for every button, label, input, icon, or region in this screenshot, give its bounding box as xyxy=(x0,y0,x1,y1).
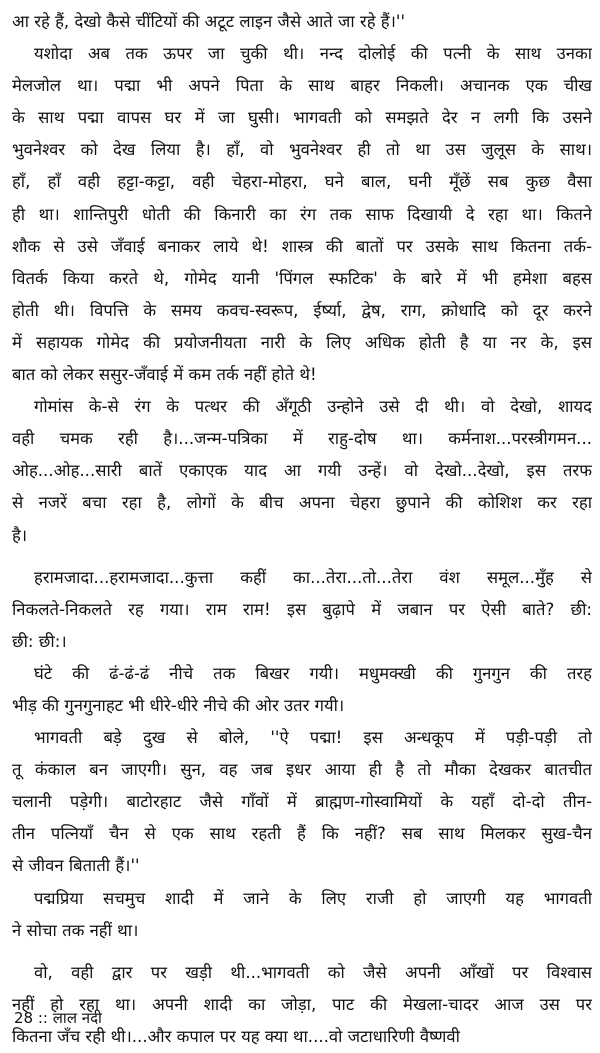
text-line: हरामजादा...हरामजादा...कुत्ता कहीं का...तेरा...तो...तेरा वंश समूल...मुँह से xyxy=(34,567,592,587)
text-line: वही चमक रही है।...जन्म-पत्रिका में राहु-दोष था। कर्मनाश...परस्त्रीगमन... xyxy=(12,429,592,449)
text-line: गोमांस के-से रंग के पत्थर की अँगूठी उन्होने उसे दी थी। वो देखो, शायद xyxy=(34,397,592,417)
text-line: होती थी। विपत्ति के समय कवच-स्वरूप, ईर्ष्या, द्वेष, राग, क्रोधादि को दूर करने xyxy=(12,300,592,320)
paragraph xyxy=(12,6,592,38)
page-number: 28 xyxy=(14,1009,34,1027)
book-page-body xyxy=(12,6,592,1053)
paragraph xyxy=(12,957,592,1053)
text-line: बात को लेकर ससुर-जँवाई में कम तर्क नहीं होते थे! xyxy=(12,365,317,385)
text-line: शौक से उसे जँवाई बनाकर लाये थे! शास्त्र की बातों पर उसके साथ कितना तर्क- xyxy=(12,236,592,256)
text-line: घंटे की ढं-ढं-ढं नीचे तक बिखर गयी। मधुमक्खी की गुनगुन की तरह xyxy=(34,663,592,683)
text-line: ही था। शान्तिपुरी धोती की किनारी का रंग तक साफ दिखायी दे रहा था। कितने xyxy=(12,204,592,224)
text-line: भागवती बड़े दुख से बोले, ''ऐ पद्मा! इस अन्धकूप में पड़ी-पड़ी तो xyxy=(34,728,592,748)
page-footer xyxy=(14,1008,102,1028)
text-line: हाँ, हाँ वही हट्टा-कट्टा, वही चेहरा-मोहरा, घने बाल, घनी मूँछें सब कुछ वैसा xyxy=(12,172,592,192)
text-line: ओह...ओह...सारी बातें एकाएक याद आ गयी उन्हें। वो देखो...देखो, इस तरफ xyxy=(12,461,592,481)
paragraph xyxy=(12,391,592,551)
paragraph xyxy=(12,38,592,391)
paragraph xyxy=(12,722,592,882)
paragraph-gap xyxy=(12,552,592,562)
text-line: पद्मप्रिया सचमुच शादी में जाने के लिए राजी हो जाएगी यह भागवती xyxy=(34,888,592,908)
text-line: है। xyxy=(12,525,28,545)
text-line: आ रहे हैं, देखो कैसे चींटियों की अटूट लाइन जैसे आते जा रहे हैं।'' xyxy=(12,12,406,31)
paragraph-gap xyxy=(12,947,592,957)
text-line: के साथ पद्मा वापस घर में जा घुसी। भागवती को समझते देर न लगी कि उसने xyxy=(12,108,592,128)
book-title: लाल नदी xyxy=(52,1009,102,1027)
text-line: भुवनेश्वर को देख लिया है। हाँ, वो भुवनेश्वर ही तो था उस जुलूस के साथ। xyxy=(12,140,592,160)
text-line: भीड़ की गुनगुनाहट भी धीरे-धीरे नीचे की ओर उतर गयी। xyxy=(12,695,345,715)
text-line: छी: छी:। xyxy=(12,631,67,651)
footer-separator: :: xyxy=(37,1009,48,1027)
text-line: वो, वही द्वार पर खड़ी थी...भागवती को जैसे अपनी आँखों पर विश्वास xyxy=(34,962,592,982)
text-line: वितर्क किया करते थे, गोमेद यानी 'पिंगल स्फटिक' के बारे में भी हमेशा बहस xyxy=(12,268,592,288)
text-line: तीन पत्नियाँ चैन से एक साथ रहती हैं कि नहीं? सब साथ मिलकर सुख-चैन xyxy=(12,824,592,844)
text-line: से जीवन बिताती हैं।'' xyxy=(12,856,140,876)
text-line: ने सोचा तक नहीं था। xyxy=(12,920,139,940)
paragraph xyxy=(12,658,592,722)
text-line: में सहायक गोमेद की प्रयोजनीयता नारी के लिए अधिक होती है या नर के, इस xyxy=(12,332,592,352)
text-line: निकलते-निकलते रह गया। राम राम! इस बुढ़ापे में जबान पर ऐसी बाते? छी: xyxy=(12,599,592,619)
text-line: नहीं हो रहा था। अपनी शादी का जोड़ा, पाट की मेखला-चादर आज उस पर xyxy=(12,994,592,1014)
text-line: यशोदा अब तक ऊपर जा चुकी थी। नन्द दोलोई की पत्नी के साथ उनका xyxy=(34,44,592,64)
text-line: मेलजोल था। पद्मा भी अपने पिता के साथ बाहर निकली। अचानक एक चीख xyxy=(12,76,592,96)
text-line: कितना जँच रही थी।...और कपाल पर यह क्या था....वो जटाधारिणी वैष्णवी xyxy=(12,1026,460,1046)
text-line: से नजरें बचा रहा है, लोगों के बीच अपना चेहरा छुपाने की कोशिश कर रहा xyxy=(12,493,592,513)
paragraph xyxy=(12,883,592,947)
text-line: चलानी पड़ेगी। बाटोरहाट जैसे गाँवों में ब्राह्मण-गोस्वामियों के यहाँ दो-दो तीन- xyxy=(12,792,592,812)
paragraph xyxy=(12,562,592,658)
text-line: तू कंकाल बन जाएगी। सुन, वह जब इधर आया ही है तो मौका देखकर बातचीत xyxy=(12,760,592,780)
